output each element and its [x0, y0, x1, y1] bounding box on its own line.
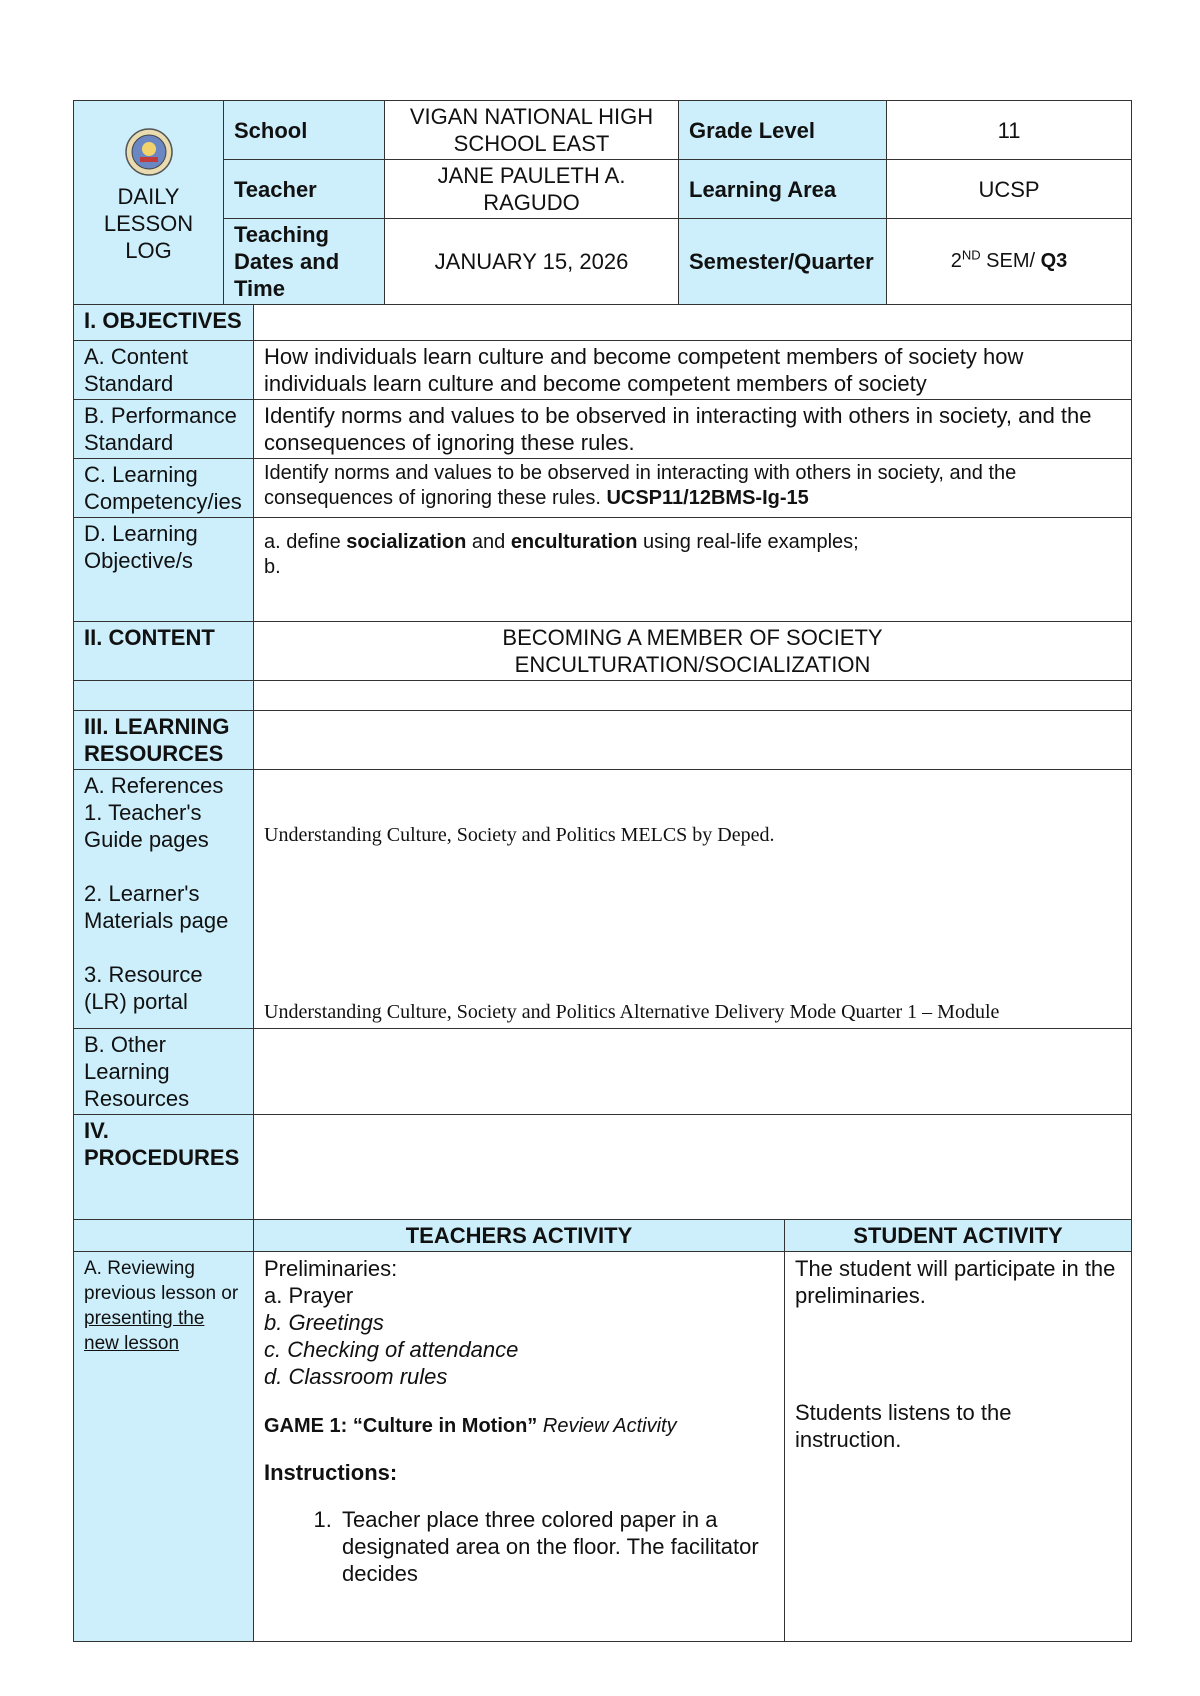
lesson-log-table [73, 100, 1132, 1642]
procedures-blank [254, 1115, 1132, 1220]
log-title-line3: LOG [125, 238, 172, 263]
spacer-value [254, 681, 1132, 711]
competency-code: UCSP11/12BMS-Ig-15 [606, 487, 809, 509]
references-label-learners-materials: 2. Learner's Materials page [84, 881, 229, 933]
student-activity-cell [785, 1252, 1132, 1642]
references-label-a: A. References [84, 773, 224, 798]
performance-standard-label: B. Performance Standard [74, 400, 254, 459]
objective-b: b. [264, 556, 281, 578]
objective-a-prefix: a. define [264, 531, 347, 553]
content-line1: BECOMING A MEMBER OF SOCIETY [502, 625, 883, 650]
performance-standard-value: Identify norms and values to be observed in interacting with others in society, and the consequences of ignoring these rules. [254, 400, 1132, 459]
school-value: VIGAN NATIONAL HIGH SCHOOL EAST [385, 101, 679, 160]
semester-quarter-value [887, 219, 1132, 305]
instructions-list [264, 1506, 774, 1587]
spacer-label [74, 681, 254, 711]
objectives-heading: I. OBJECTIVES [74, 305, 254, 341]
learning-objective-value [254, 518, 1132, 622]
reviewing-lesson-label-text: A. Reviewing previous lesson or [84, 1258, 239, 1304]
preliminaries-attendance: c. Checking of attendance [264, 1337, 519, 1362]
preliminaries-prayer: a. Prayer [264, 1283, 354, 1308]
log-title-line1: DAILY [117, 184, 180, 209]
learning-area-value: UCSP [887, 160, 1132, 219]
other-resources-value [254, 1029, 1132, 1115]
semester-text: SEM/ [980, 250, 1041, 272]
preliminaries-classroom-rules: d. Classroom rules [264, 1364, 448, 1389]
teachers-activity-cell [254, 1252, 785, 1642]
references-label-teachers-guide: 1. Teacher's Guide pages [84, 800, 209, 852]
content-heading: II. CONTENT [74, 622, 254, 681]
objective-a-term-enculturation: enculturation [510, 531, 638, 553]
presenting-new-lesson-label: presenting the new lesson [84, 1308, 205, 1354]
log-title-line2: LESSON [103, 211, 194, 236]
preliminaries-greetings: b. Greetings [264, 1310, 384, 1335]
content-standard-label: A. Content Standard [74, 341, 254, 400]
preliminaries-title: Preliminaries: [264, 1256, 398, 1281]
student-activity-preliminaries: The student will participate in the preliminaries. [795, 1256, 1116, 1308]
reference-adm-module: Understanding Culture, Society and Politics Alternative Delivery Mode Quarter 1 – Module [264, 1001, 1000, 1023]
game-subtitle: Review Activity [542, 1415, 677, 1437]
learning-area-label: Learning Area [679, 160, 887, 219]
content-standard-value: How individuals learn culture and become competent members of society how individuals learn culture and become competent members of society [254, 341, 1132, 400]
teaching-dates-label: Teaching Dates and Time [224, 219, 385, 305]
content-line2: ENCULTURATION/SOCIALIZATION [514, 652, 871, 677]
grade-level-value: 11 [887, 101, 1132, 160]
teacher-value: JANE PAULETH A. RAGUDO [385, 160, 679, 219]
semester-quarter-label: Semester/Quarter [679, 219, 887, 305]
reviewing-lesson-label [74, 1252, 254, 1642]
activity-header-blank [74, 1220, 254, 1252]
semester-suffix: ND [961, 247, 981, 263]
learning-resources-heading: III. LEARNING RESOURCES [74, 711, 254, 770]
learning-competency-label: C. Learning Competency/ies [74, 459, 254, 518]
objective-a [264, 530, 1121, 555]
reference-melcs: Understanding Culture, Society and Politics MELCS by Deped. [264, 824, 775, 846]
grade-level-label: Grade Level [679, 101, 887, 160]
game-title: GAME 1: “Culture in Motion” [264, 1415, 538, 1437]
school-label: School [224, 101, 385, 160]
objectives-heading-blank [254, 305, 1132, 341]
competency-text: Identify norms and values to be observed in interacting with others in society, and the consequences of ignoring these rules. [264, 462, 1017, 509]
procedures-heading: IV. PROCEDURES [74, 1115, 254, 1220]
teaching-dates-value: JANUARY 15, 2026 [385, 219, 679, 305]
teacher-label: Teacher [224, 160, 385, 219]
quarter-value: Q3 [1040, 250, 1068, 272]
other-resources-label: B. Other Learning Resources [74, 1029, 254, 1115]
semester-number: 2 [950, 250, 962, 272]
references-label-lr-portal: 3. Resource (LR) portal [84, 962, 203, 1014]
teachers-activity-header: TEACHERS ACTIVITY [254, 1220, 785, 1252]
deped-seal-icon [124, 127, 174, 177]
objective-a-mid: and [466, 531, 511, 553]
references-value [254, 770, 1132, 1029]
learning-competency-value [254, 459, 1132, 518]
student-activity-instructions: Students listens to the instruction. [795, 1400, 1012, 1452]
lesson-log-page [73, 100, 1131, 1642]
game-title-line [264, 1414, 774, 1439]
objective-a-term-socialization: socialization [346, 531, 467, 553]
instruction-step-1: 1. Teacher place three colored paper in a designated area on the floor. The facilitator decides [338, 1506, 774, 1587]
learning-resources-blank [254, 711, 1132, 770]
content-value [254, 622, 1132, 681]
references-label [74, 770, 254, 1029]
daily-lesson-log-cell [74, 101, 224, 305]
learning-objective-label: D. Learning Objective/s [74, 518, 254, 622]
instructions-heading: Instructions: [264, 1460, 398, 1485]
objective-a-suffix: using real-life examples; [637, 531, 859, 553]
student-activity-header: STUDENT ACTIVITY [785, 1220, 1132, 1252]
